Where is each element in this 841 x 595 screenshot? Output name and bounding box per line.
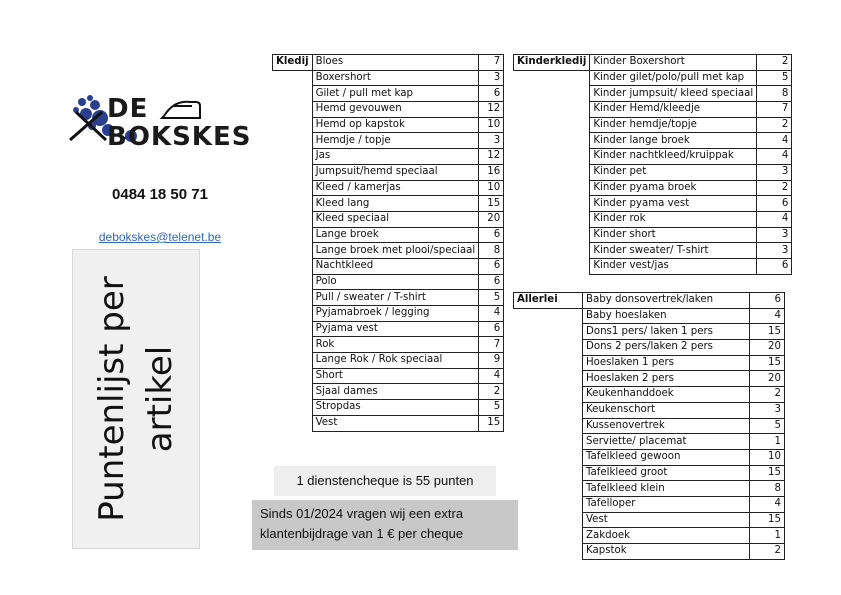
side-title [88,276,184,521]
table-row [273,133,504,149]
table-row [514,465,785,481]
item-name: Nachtkleed [312,258,479,274]
category-spacer [273,337,313,353]
category-spacer [514,227,590,243]
item-name: Kinder nachtkleed/kruippak [590,149,757,165]
table-row [273,149,504,165]
category-spacer [273,117,313,133]
table-row [514,293,785,309]
table-row [514,434,785,450]
item-points: 8 [750,481,785,497]
table-row [514,544,785,560]
item-points: 20 [479,211,504,227]
category-spacer [514,528,583,544]
table-row [514,196,792,212]
item-points: 5 [750,418,785,434]
item-points: 6 [757,196,792,212]
category-spacer [273,211,313,227]
item-name: Tafelkleed klein [583,481,750,497]
table-row [273,243,504,259]
item-name: Kinder short [590,227,757,243]
item-points: 15 [479,415,504,431]
item-name: Polo [312,274,479,290]
category-spacer [514,243,590,259]
item-name: Kinder rok [590,211,757,227]
table-row [273,70,504,86]
category-spacer [514,434,583,450]
category-spacer [514,117,590,133]
item-points: 6 [750,293,785,309]
item-points: 7 [479,55,504,71]
item-name: Kinder sweater/ T-shirt [590,243,757,259]
category-spacer [273,196,313,212]
category-spacer [514,340,583,356]
item-name: Vest [583,512,750,528]
item-points: 20 [750,340,785,356]
item-points: 12 [479,149,504,165]
table-row [273,306,504,322]
table-row [273,180,504,196]
item-name: Lange Rok / Rok speciaal [312,353,479,369]
table-row [514,528,785,544]
category-spacer [514,496,583,512]
category-spacer [273,227,313,243]
category-label: Kinderkledij [514,55,590,71]
item-name: Boxershort [312,70,479,86]
table-row [514,402,785,418]
item-points: 4 [757,211,792,227]
category-spacer [273,86,313,102]
kinderkledij-table [513,54,792,275]
item-name: Kinder gilet/polo/pull met kap [590,70,757,86]
item-points: 6 [479,227,504,243]
table-row [514,340,785,356]
side-title-line2: artikel [140,345,180,453]
category-spacer [273,164,313,180]
item-name: Jas [312,149,479,165]
item-name: Tafelkleed gewoon [583,449,750,465]
item-points: 4 [757,149,792,165]
item-name: Kleed speciaal [312,211,479,227]
item-name: Pyjama vest [312,321,479,337]
item-points: 4 [750,308,785,324]
category-spacer [514,211,590,227]
category-spacer [514,149,590,165]
category-label: Kledij [273,55,313,71]
table-row [514,149,792,165]
table-row [273,400,504,416]
item-name: Serviette/ placemat [583,434,750,450]
table-row [514,117,792,133]
item-name: Hoeslaken 1 pers [583,355,750,371]
item-name: Pyjamabroek / legging [312,306,479,322]
item-name: Kinder vest/jas [590,258,757,274]
category-spacer [514,371,583,387]
category-spacer [514,70,590,86]
item-points: 6 [479,274,504,290]
category-spacer [273,70,313,86]
table-row [514,449,785,465]
table-row [514,86,792,102]
table-row [514,387,785,403]
item-name: Kleed lang [312,196,479,212]
category-spacer [514,465,583,481]
item-name: Dons1 pers/ laken 1 pers [583,324,750,340]
category-spacer [514,324,583,340]
item-name: Jumpsuit/hemd speciaal [312,164,479,180]
item-name: Rok [312,337,479,353]
category-spacer [514,355,583,371]
item-name: Kinder Hemd/kleedje [590,102,757,118]
item-name: Hemd op kapstok [312,117,479,133]
category-spacer [273,149,313,165]
item-points: 3 [757,227,792,243]
table-row [273,258,504,274]
table-row [273,274,504,290]
item-points: 1 [750,528,785,544]
item-name: Kinder hemdje/topje [590,117,757,133]
item-name: Pull / sweater / T-shirt [312,290,479,306]
cheque-note: 1 dienstencheque is 55 punten [274,466,496,496]
item-points: 6 [479,86,504,102]
item-points: 10 [479,180,504,196]
item-points: 12 [479,102,504,118]
item-name: Lange broek met plooi/speciaal [312,243,479,259]
item-points: 4 [479,306,504,322]
table-row [514,70,792,86]
item-name: Tafelkleed groot [583,465,750,481]
item-points: 6 [479,321,504,337]
table-row [273,211,504,227]
item-points: 2 [750,387,785,403]
table-row [514,133,792,149]
item-name: Tafelloper [583,496,750,512]
category-spacer [514,164,590,180]
category-spacer [273,274,313,290]
table-row [514,481,785,497]
table-row [273,337,504,353]
item-points: 8 [479,243,504,259]
item-name: Bloes [312,55,479,71]
item-name: Gilet / pull met kap [312,86,479,102]
item-points: 9 [479,353,504,369]
extra-note-line1: Sinds 01/2024 vragen wij een extra [260,506,464,521]
item-points: 15 [750,324,785,340]
item-points: 5 [479,290,504,306]
extra-contribution-note [252,500,518,550]
side-title-line1: Puntenlijst per [92,276,132,522]
item-points: 7 [757,102,792,118]
table-row [514,355,785,371]
category-spacer [273,290,313,306]
category-spacer [514,196,590,212]
category-spacer [514,258,590,274]
item-name: Kapstok [583,544,750,560]
extra-note-line2: klantenbijdrage van 1 € per cheque [260,526,464,541]
allerlei-table [513,292,785,560]
item-points: 4 [757,133,792,149]
item-name: Zakdoek [583,528,750,544]
item-name: Vest [312,415,479,431]
category-spacer [514,544,583,560]
item-name: Kinder jumpsuit/ kleed speciaal [590,86,757,102]
table-row [273,227,504,243]
table-row [273,321,504,337]
category-label: Allerlei [514,293,583,309]
category-spacer [514,102,590,118]
item-points: 2 [479,384,504,400]
item-points: 5 [757,70,792,86]
item-points: 10 [750,449,785,465]
item-name: Hemdje / topje [312,133,479,149]
item-name: Kinder pyama broek [590,180,757,196]
item-name: Lange broek [312,227,479,243]
phone-number: 0484 18 50 71 [112,186,208,203]
item-points: 2 [757,55,792,71]
item-name: Keukenhanddoek [583,387,750,403]
item-name: Kussenovertrek [583,418,750,434]
item-name: Stropdas [312,400,479,416]
item-points: 3 [757,164,792,180]
category-spacer [273,400,313,416]
category-spacer [514,512,583,528]
table-row [273,86,504,102]
category-spacer [514,180,590,196]
table-row [514,55,792,71]
table-row [514,180,792,196]
table-row [514,164,792,180]
item-points: 3 [757,243,792,259]
item-points: 1 [750,434,785,450]
item-points: 4 [750,496,785,512]
category-spacer [514,418,583,434]
category-spacer [273,415,313,431]
item-points: 5 [479,400,504,416]
category-spacer [273,102,313,118]
table-row [514,227,792,243]
item-name: Kinder pyama vest [590,196,757,212]
category-spacer [273,133,313,149]
logo-word-de: DE [107,94,149,124]
email-link[interactable]: debokskes@telenet.be [98,230,222,244]
table-row [514,211,792,227]
item-points: 15 [750,512,785,528]
category-spacer [514,402,583,418]
item-points: 2 [750,544,785,560]
table-row [514,324,785,340]
table-row [514,102,792,118]
table-row [514,496,785,512]
category-spacer [514,133,590,149]
item-points: 3 [479,133,504,149]
category-spacer [273,368,313,384]
logo-word-bokskes: BOKSKES [107,122,252,152]
table-row [273,102,504,118]
item-points: 6 [479,258,504,274]
item-points: 6 [757,258,792,274]
item-name: Hemd gevouwen [312,102,479,118]
category-spacer [514,86,590,102]
item-name: Kinder Boxershort [590,55,757,71]
category-spacer [273,258,313,274]
item-points: 8 [757,86,792,102]
category-spacer [514,308,583,324]
item-points: 16 [479,164,504,180]
item-points: 15 [750,465,785,481]
item-name: Baby hoeslaken [583,308,750,324]
table-row [273,353,504,369]
item-points: 20 [750,371,785,387]
table-row [514,371,785,387]
table-row [273,164,504,180]
table-row [273,368,504,384]
category-spacer [514,481,583,497]
item-points: 15 [750,355,785,371]
item-name: Dons 2 pers/laken 2 pers [583,340,750,356]
category-spacer [273,243,313,259]
table-row [514,308,785,324]
table-row [273,290,504,306]
category-spacer [514,449,583,465]
item-points: 2 [757,180,792,196]
kledij-table [272,54,504,432]
item-points: 4 [479,368,504,384]
table-row [273,415,504,431]
logo [62,92,252,162]
table-row [273,55,504,71]
item-name: Sjaal dames [312,384,479,400]
item-points: 3 [750,402,785,418]
category-spacer [273,180,313,196]
item-points: 7 [479,337,504,353]
item-name: Kinder lange broek [590,133,757,149]
category-spacer [514,387,583,403]
item-points: 15 [479,196,504,212]
table-row [514,512,785,528]
category-spacer [273,321,313,337]
side-title-box [72,249,200,549]
item-points: 10 [479,117,504,133]
table-row [514,258,792,274]
category-spacer [273,306,313,322]
item-name: Keukenschort [583,402,750,418]
item-name: Kleed / kamerjas [312,180,479,196]
item-name: Short [312,368,479,384]
item-name: Baby donsovertrek/laken [583,293,750,309]
category-spacer [273,353,313,369]
table-row [273,384,504,400]
table-row [514,243,792,259]
item-points: 3 [479,70,504,86]
item-points: 2 [757,117,792,133]
item-name: Kinder pet [590,164,757,180]
table-row [273,117,504,133]
item-name: Hoeslaken 2 pers [583,371,750,387]
table-row [514,418,785,434]
category-spacer [273,384,313,400]
table-row [273,196,504,212]
